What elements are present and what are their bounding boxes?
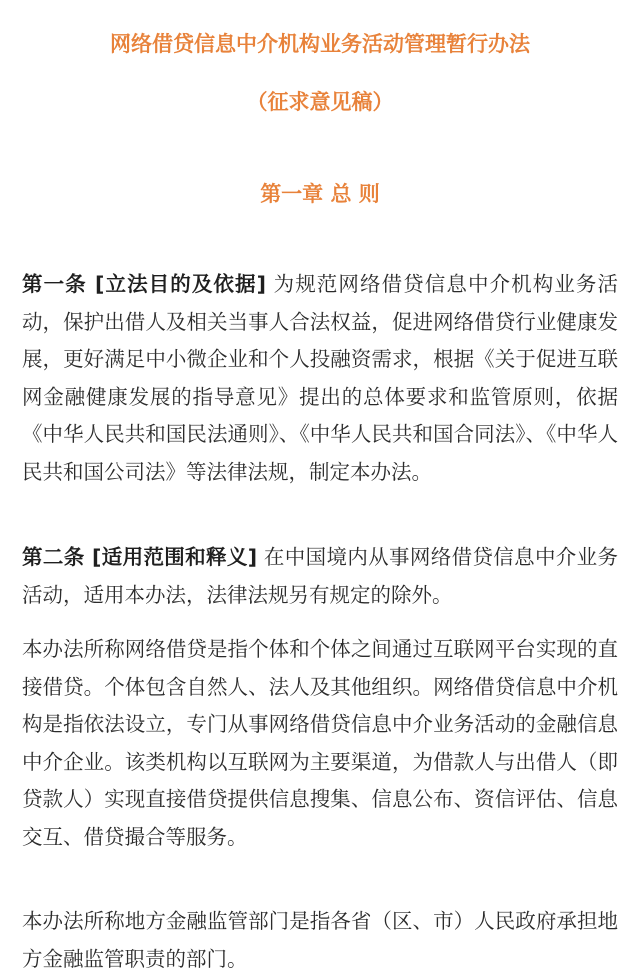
article-1-heading: 第一条 [立法目的及依据] (22, 272, 266, 296)
article-2 (22, 539, 618, 614)
article-2-heading: 第二条 [适用范围和释义] (22, 545, 258, 569)
regulator-paragraph: 本办法所称地方金融监管部门是指各省（区、市）人民政府承担地方金融监管职责的部门。 (22, 909, 618, 971)
document-title: 网络借贷信息中介机构业务活动管理暂行办法 (110, 32, 530, 56)
article-1-text: 为规范网络借贷信息中介机构业务活动，保护出借人及相关当事人合法权益，促进网络借贷行业健康发展，更好满足中小微企业和个人投融资需求，根据《关于促进互联网金融健康发展的指导意见》提出的总体要求和监管原则，依据《中华人民共和国民法通则》、《中华人民共和国合同法》、《中华人民共和国公司法》等法律法规，制定本办法。 (22, 272, 619, 484)
chapter-heading: 第一章 总 则 (260, 182, 380, 206)
document-subtitle: （征求意见稿） (246, 90, 394, 114)
definition-paragraph: 本办法所称网络借贷是指个体和个体之间通过互联网平台实现的直接借贷。个体包含自然人、法人及其他组织。网络借贷信息中介机构是指依法设立，专门从事网络借贷信息中介业务活动的金融信息中介企业。该类机构以互联网为主要渠道，为借款人与出借人（即贷款人）实现直接借贷提供信息搜集、信息公布、资信评估、信息交互、借贷撮合等服务。 (22, 637, 618, 849)
article-2-text: 在中国境内从事网络借贷信息中介业务活动，适用本办法，法律法规另有规定的除外。 (22, 545, 619, 607)
article-1 (22, 266, 618, 491)
